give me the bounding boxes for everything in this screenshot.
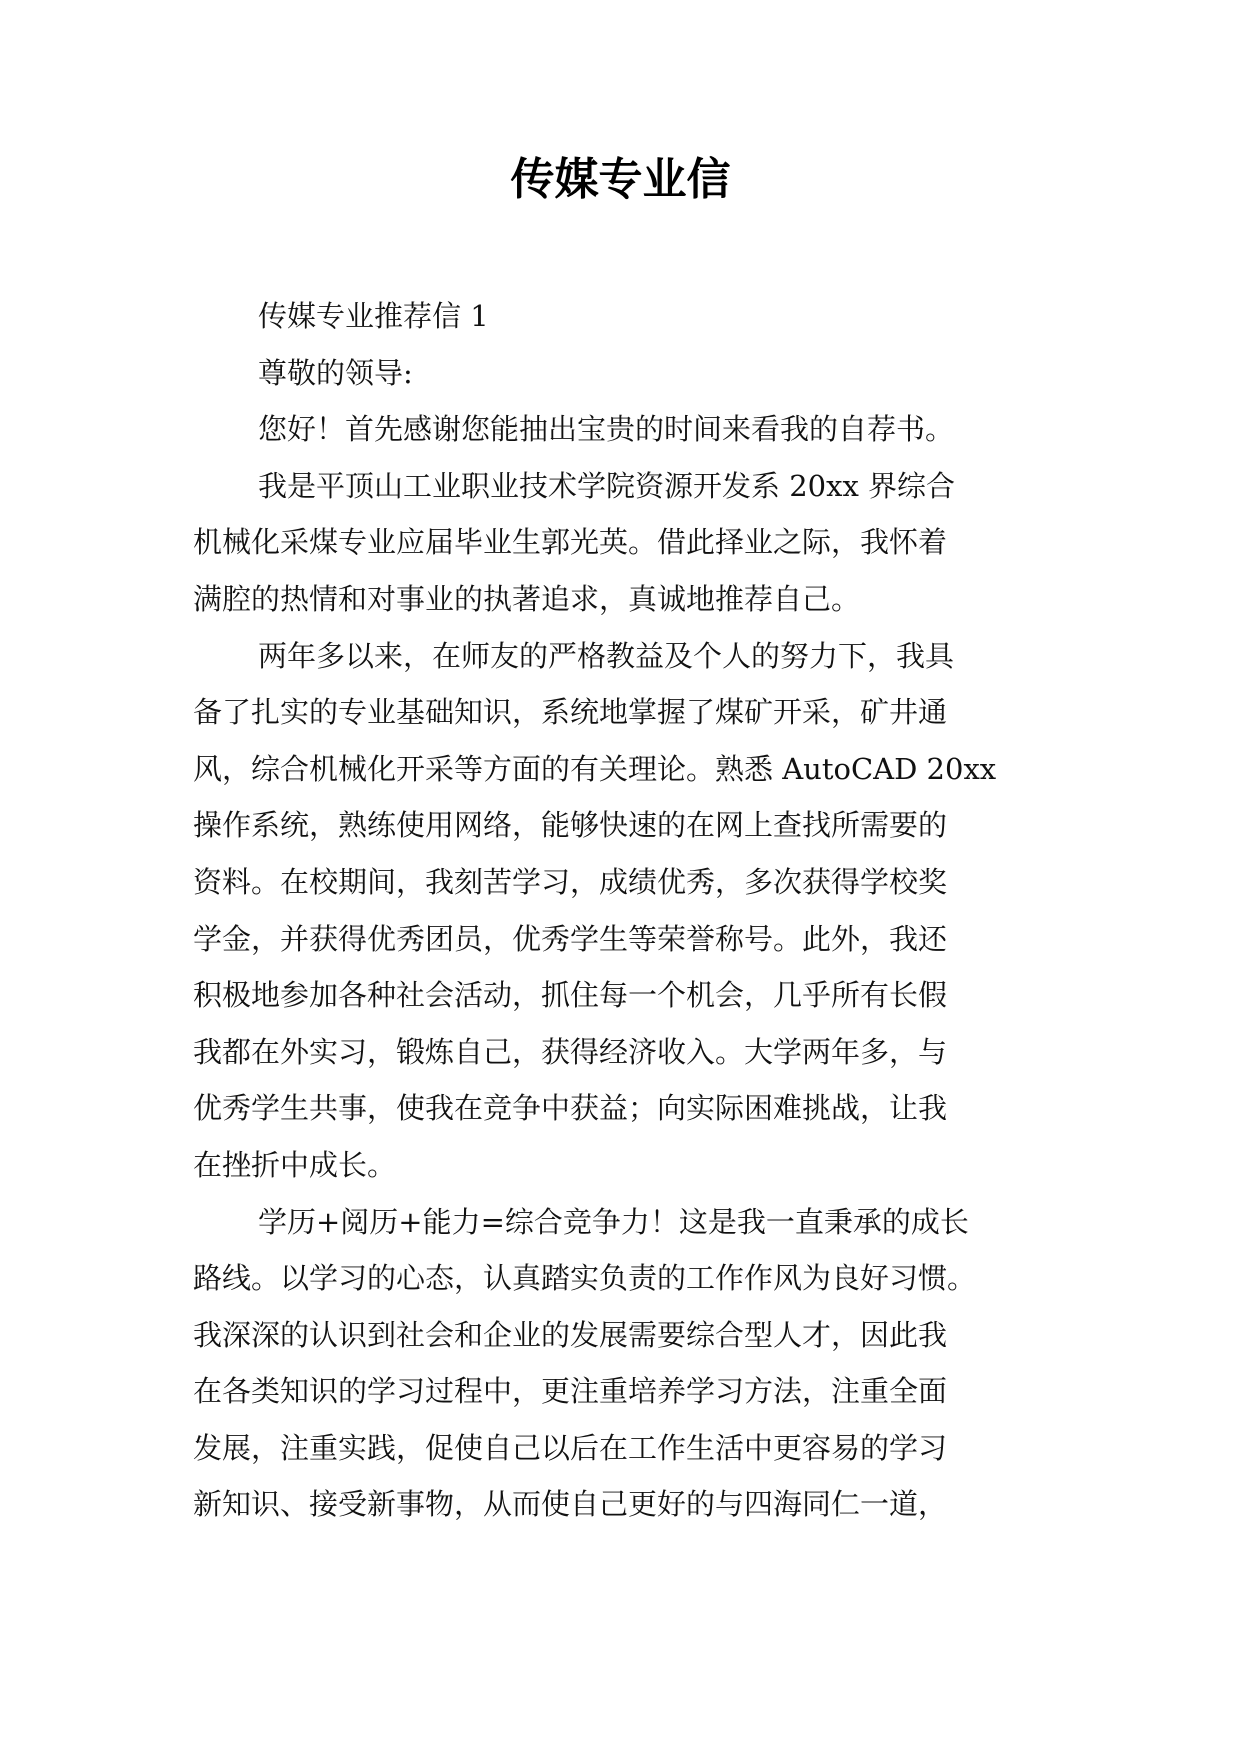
body-line: 满腔的热情和对事业的执著追求，真诚地推荐自己。 [193, 581, 861, 616]
body-line: 机械化采煤专业应届毕业生郭光英。借此择业之际，我怀着 [193, 525, 948, 560]
body-line: 优秀学生共事，使我在竞争中获益；向实际困难挑战，让我 [193, 1091, 948, 1126]
body-line: 尊敬的领导: [258, 355, 413, 390]
body-line: 我深深的认识到社会和企业的发展需要综合型人才，因此我 [193, 1317, 948, 1352]
document-title: 传媒专业信 [510, 154, 731, 205]
document-body [193, 288, 1053, 1533]
body-line: 在各类知识的学习过程中，更注重培养学习方法，注重全面 [193, 1374, 948, 1409]
body-line: 新知识、接受新事物，从而使自己更好的与四海同仁一道， [193, 1487, 948, 1522]
body-line: 在挫折中成长。 [193, 1147, 397, 1182]
body-line: 您好！首先感谢您能抽出宝贵的时间来看我的自荐书。 [258, 412, 955, 447]
body-line: 学金，并获得优秀团员，优秀学生等荣誉称号。此外，我还 [193, 921, 948, 956]
body-line: 备了扎实的专业基础知识，系统地掌握了煤矿开采，矿井通 [193, 695, 948, 730]
body-line: 操作系统，熟练使用网络，能够快速的在网上查找所需要的 [193, 808, 948, 843]
body-line: 我都在外实习，锻炼自己，获得经济收入。大学两年多，与 [193, 1034, 948, 1069]
body-line: 资料。在校期间，我刻苦学习，成绩优秀，多次获得学校奖 [193, 864, 948, 899]
body-line: 传媒专业推荐信 1 [258, 299, 489, 333]
body-line: 路线。以学习的心态，认真踏实负责的工作作风为良好习惯。 [193, 1261, 977, 1296]
body-line: 我是平顶山工业职业技术学院资源开发系 20xx 界综合 [258, 468, 956, 503]
body-line: 风，综合机械化开采等方面的有关理论。熟悉 AutoCAD 20xx [193, 751, 997, 786]
body-line: 学历+阅历+能力=综合竞争力！这是我一直秉承的成长 [258, 1204, 969, 1239]
body-line: 积极地参加各种社会活动，抓住每一个机会，几乎所有长假 [193, 978, 948, 1013]
body-line: 两年多以来，在师友的严格教益及个人的努力下，我具 [258, 638, 955, 673]
body-line: 发展，注重实践，促使自己以后在工作生活中更容易的学习 [193, 1430, 948, 1465]
